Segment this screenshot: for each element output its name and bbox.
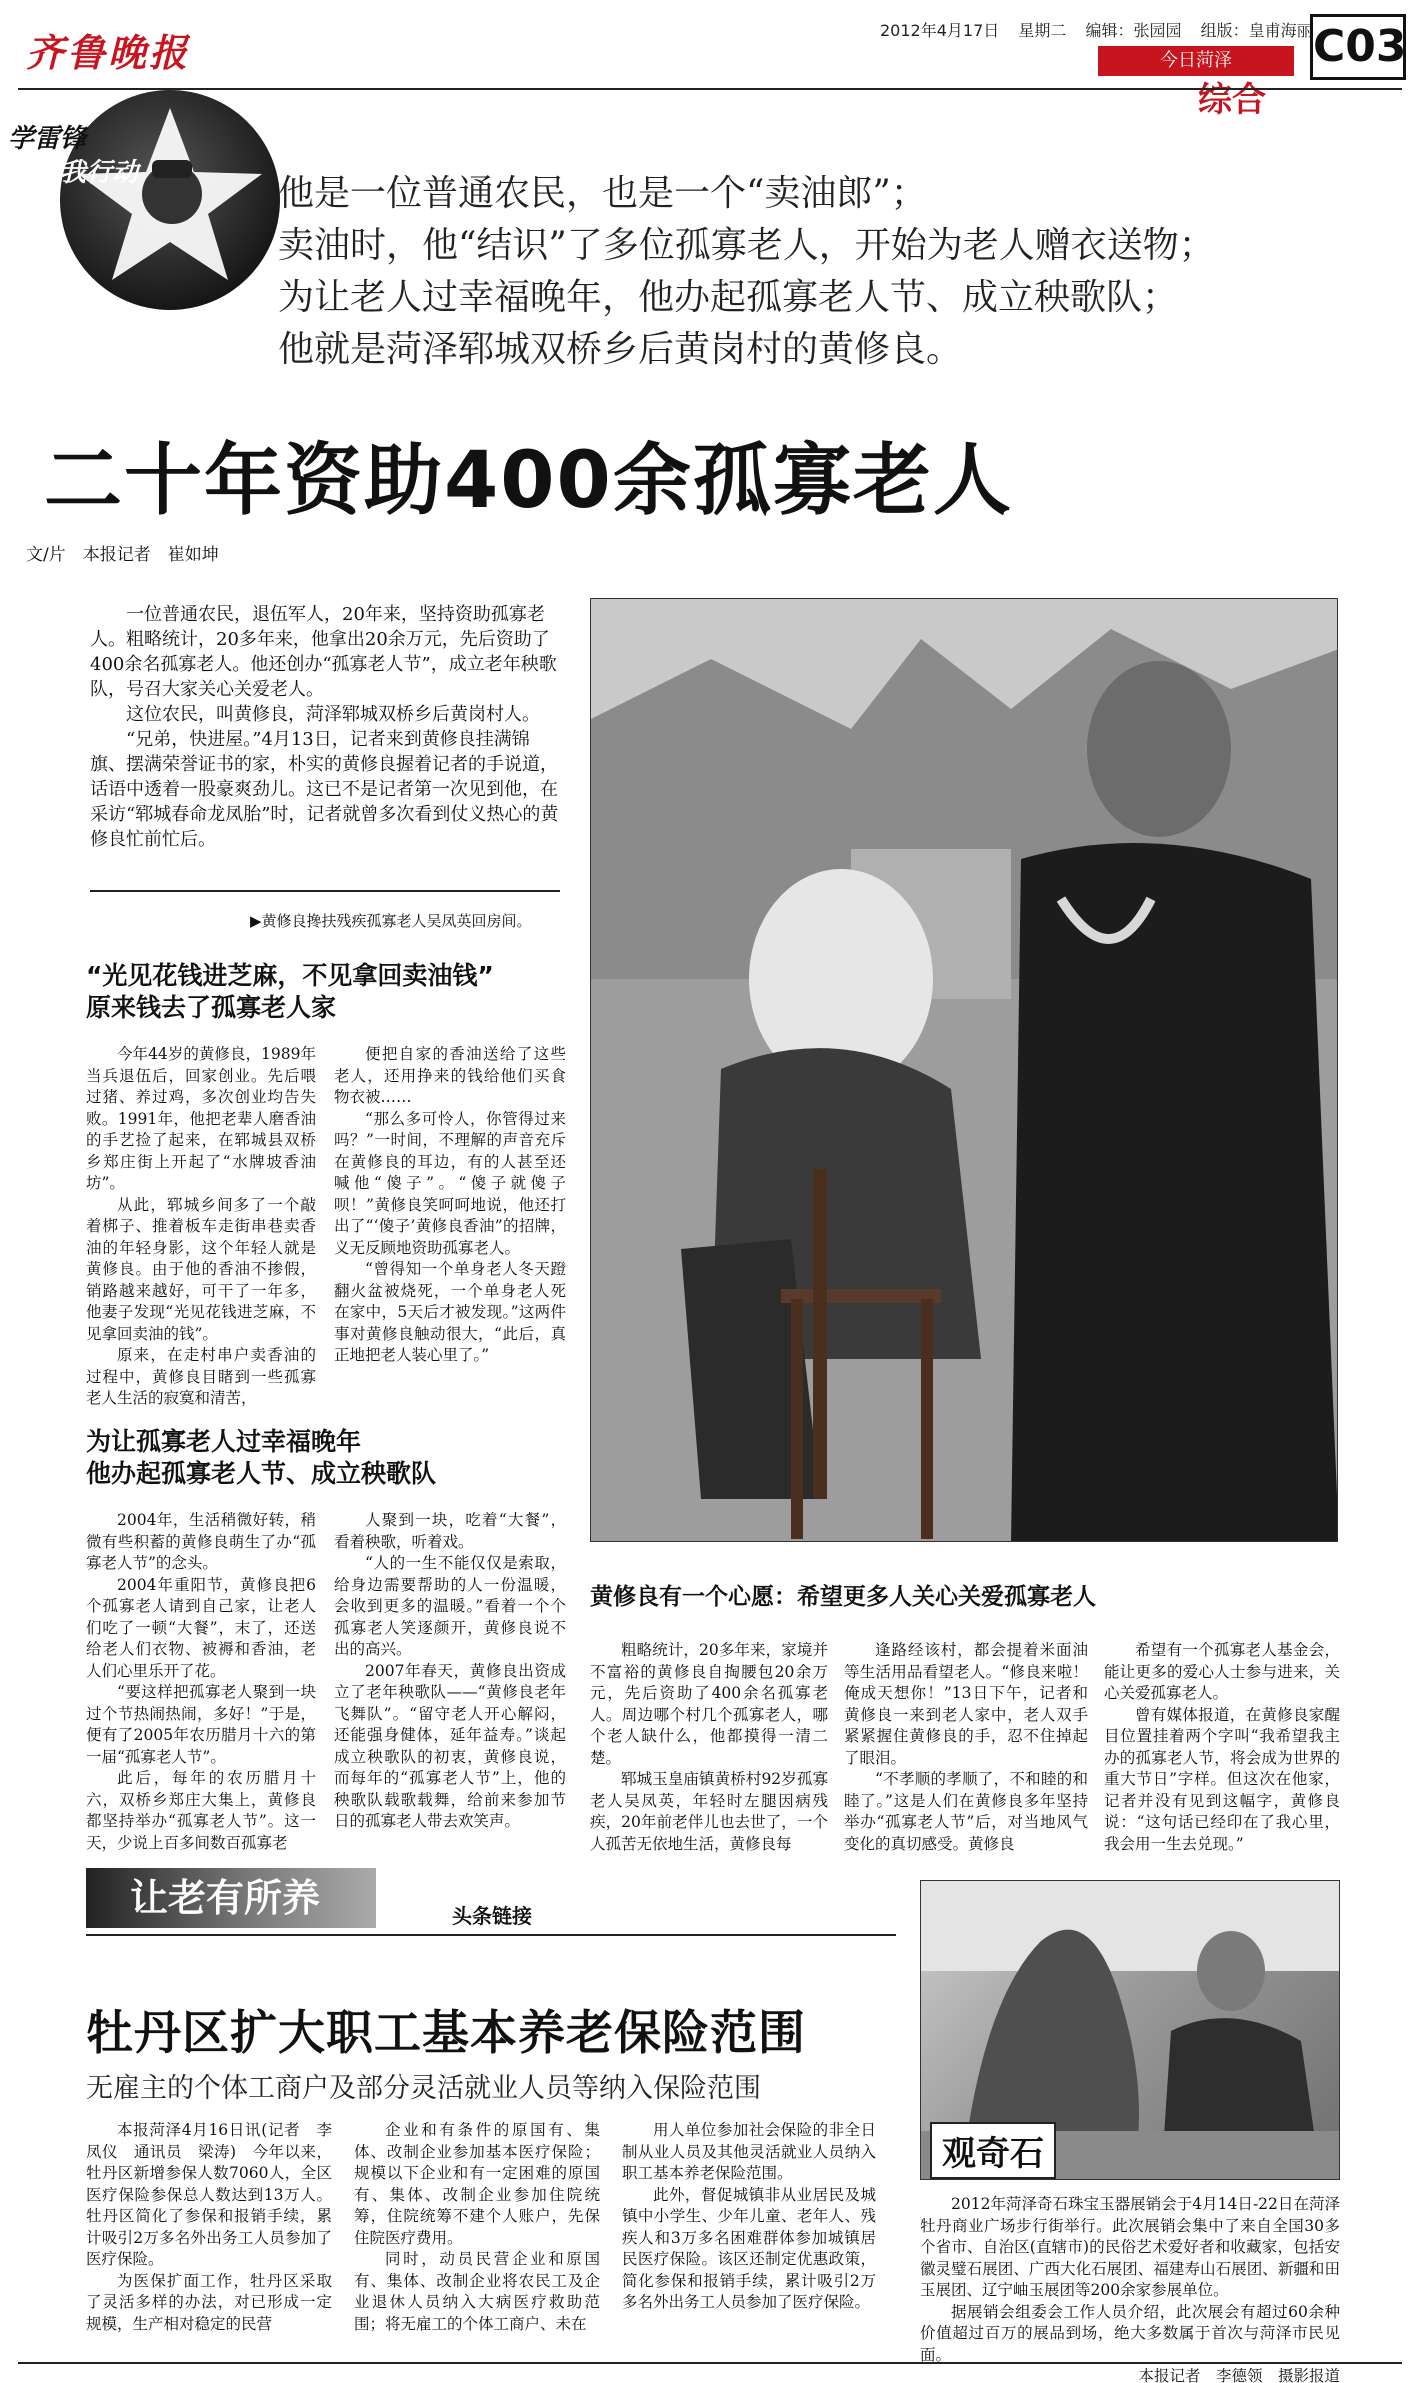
lead-paragraph: 这位农民，叫黄修良，菏泽郓城双桥乡后黄岗村人。 bbox=[126, 704, 540, 725]
byline: 文/片 本报记者 崔如坤 bbox=[26, 545, 219, 565]
insurance-column-b bbox=[354, 2120, 600, 2335]
subtitle-line: “光见花钱进芝麻，不见拿回卖油钱” bbox=[86, 961, 494, 990]
body-paragraph: 希望有一个孤寡老人基金会，能让更多的爱心人士参与进来，关心关爱孤寡老人。 bbox=[1104, 1641, 1340, 1702]
issue-date: 2012年4月17日 bbox=[880, 21, 1000, 40]
body-paragraph: 此外，督促城镇非从业居民及城镇中小学生、少年儿童、老年人、残疾人和3万多名困难群体参加城镇居民医疗保险。该区还制定优惠政策，简化参保和报销手续，累计吸引2万多名外出务工人员参加了医疗保险。 bbox=[622, 2185, 876, 2311]
body-paragraph: 为医保扩面工作，牡丹区采取了灵活多样的办法，对已形成一定规模，生产相对稳定的民营 bbox=[86, 2271, 332, 2333]
section1-column-b bbox=[334, 1044, 566, 1367]
insurance-column-c bbox=[622, 2120, 876, 2314]
lead-paragraph: 一位普通农民，退伍军人，20年来，坚持资助孤寡老人。粗略统计，20多年来，他拿出20余万元，先后资助了400余名孤寡老人。他还创办“孤寡老人节”，成立老年秧歌队，号召大家关心关爱老人。 bbox=[90, 604, 557, 700]
subtitle-line: 原来钱去了孤寡老人家 bbox=[86, 993, 337, 1022]
layout-credit: 组版：皇甫海丽 bbox=[1200, 21, 1313, 40]
lead-divider bbox=[90, 890, 560, 892]
photo-title: 黄修良有一个心愿：希望更多人关心关爱孤寡老人 bbox=[590, 1584, 1096, 1610]
body-paragraph: “人的一生不能仅仅是索取，给身边需要帮助的人一份温暖，会收到更多的温暖。”看着一个个孤寡老人笑逐颜开，黄修良说不出的高兴。 bbox=[334, 1554, 566, 1658]
page-headline: 二十年资助400余孤寡老人 bbox=[44, 436, 1013, 526]
section-name: 综合 bbox=[1198, 80, 1266, 120]
intro-line: 他是一位普通农民，也是一个“卖油郎”； bbox=[278, 173, 927, 214]
insurance-column-a bbox=[86, 2120, 332, 2335]
section2-subtitle bbox=[86, 1426, 586, 1490]
body-paragraph: 今年44岁的黄修良，1989年当兵退伍后，回家创业。先后喂过猪、养过鸡，多次创业均告失败。1991年，他把老辈人磨香油的手艺捡了起来，在郓城县双桥乡郑庄街上开起了“水牌坡香油坊”。 bbox=[86, 1045, 316, 1192]
body-paragraph: 此后，每年的农历腊月十六，双桥乡郑庄大集上，黄修良都坚持举办“孤寡老人节”。这一天，少说上百多间数百孤寡老 bbox=[86, 1769, 316, 1852]
body-paragraph: 逢路经该村，都会提着米面油等生活用品看望老人。“修良来啦！俺成天想你！”13日下午，记者和黄修良一来到老人家中，老人双手紧紧握住黄修良的手，忍不住掉起了眼泪。 bbox=[844, 1641, 1088, 1767]
body-paragraph: 据展销会组委会工作人员介绍，此次展会有超过60余种价值超过百万的展品到场，绝大多数属于首次与菏泽市民见面。 bbox=[920, 2302, 1340, 2364]
body-paragraph: “不孝顺的孝顺了，不和睦的和睦了。”这是人们在黄修良多年坚持举办“孤寡老人节”后，对当地风气变化的真切感受。黄修良 bbox=[844, 1770, 1088, 1853]
issue-meta bbox=[880, 18, 1327, 41]
star-icon bbox=[60, 90, 280, 310]
banner-divider bbox=[86, 1934, 896, 1936]
section-tag: 今日菏泽 bbox=[1098, 46, 1294, 76]
campaign-emblem bbox=[60, 90, 280, 310]
link-label: 头条链接 bbox=[452, 1904, 532, 1928]
body-paragraph: 本报菏泽4月16日讯(记者 李凤仪 通讯员 梁涛) 今年以来，牡丹区新增参保人数7060人，全区医疗保险参保总人数达到13万人。牡丹区简化了参保和报销手续，累计吸引2万多名外出务工人员参加了医疗保险。 bbox=[86, 2121, 332, 2268]
body-paragraph: “曾得知一个单身老人冬天蹬翻火盆被烧死，一个单身老人死在家中，5天后才被发现。”这两件事对黄修良触动很大，“此后，真正地把老人装心里了。” bbox=[334, 1260, 566, 1364]
body-paragraph: 同时，动员民营企业和原国有、集体、改制企业将农民工及企业退休人员纳入大病医疗救助范围；将无雇工的个体工商户、未在 bbox=[354, 2250, 600, 2333]
body-paragraph: 人聚到一块，吃着“大餐”，看着秧歌，听着戏。 bbox=[334, 1511, 566, 1551]
body-paragraph: 曾有媒体报道，在黄修良家醒目位置挂着两个字叫“我希望我主办的孤寡老人节，将会成为世界的重大节日”字样。但这次在他家，记者并没有见到这幅字，黄修良说：“这句话已经印在了我心里，我会用一生去兑现。” bbox=[1104, 1705, 1340, 1853]
section1-subtitle bbox=[86, 960, 586, 1024]
subtitle-line: 他办起孤寡老人节、成立秧歌队 bbox=[86, 1459, 437, 1488]
intro-line: 他就是菏泽郓城双桥乡后黄岗村的黄修良。 bbox=[278, 329, 963, 370]
intro-line: 为让老人过幸福晚年，他办起孤寡老人节、成立秧歌队； bbox=[278, 277, 1179, 318]
lead-paragraphs bbox=[90, 602, 560, 852]
photo-illustration bbox=[591, 599, 1338, 1542]
emblem-label-2: 我行动 bbox=[60, 158, 139, 188]
issue-weekday: 星期二 bbox=[1018, 21, 1067, 40]
section3-column-c bbox=[1104, 1640, 1340, 1855]
secondary-headline: 牡丹区扩大职工基本养老保险范围 bbox=[86, 2006, 806, 2061]
body-paragraph: 原来，在走村串户卖香油的过程中，黄修良目睹到一些孤寡老人生活的寂寞和清苦， bbox=[86, 1346, 316, 1407]
column-banner: 让老有所养 bbox=[86, 1868, 376, 1928]
section2-column-a bbox=[86, 1510, 316, 1854]
body-paragraph: 从此，郓城乡间多了一个敲着梆子、推着板车走街串巷卖香油的年轻身影，这个年轻人就是黄修良。由于他的香油不掺假，销路越来越好，可干了一年多，他妻子发现“光见花钱进芝麻，不见拿回卖油的钱”。 bbox=[86, 1195, 316, 1343]
body-paragraph: 2012年菏泽奇石珠宝玉器展销会于4月14日-22日在菏泽牡丹商业广场步行街举行。此次展销会集中了来自全国30多个省市、自治区(直辖市)的民俗艺术爱好者和收藏家，包括安徽灵璧石展团、广西大化石展团、福建寿山石展团、新疆和田玉展团、辽宁岫玉展团等200余家参展单位。 bbox=[920, 2195, 1340, 2299]
main-photo bbox=[590, 598, 1338, 1542]
photo-caption: ▶黄修良搀扶残疾孤寡老人吴凤英回房间。 bbox=[250, 912, 532, 930]
section2-column-b bbox=[334, 1510, 566, 1833]
footer-divider bbox=[18, 2362, 1402, 2364]
section1-column-a bbox=[86, 1044, 316, 1410]
body-paragraph: 2007年春天，黄修良出资成立了老年秧歌队——“黄修良老年飞舞队”。“留守老人开心解闷，还能强身健体，延年益寿。”谈起成立秧歌队的初衷，黄修良说，而每年的“孤寡老人节”上，他的秧歌队载歌载舞，给前来参加节日的孤寡老人带去欢笑声。 bbox=[334, 1661, 566, 1830]
body-paragraph: 用人单位参加社会保险的非全日制从业人员及其他灵活就业人员纳入职工基本养老保险范围。 bbox=[622, 2121, 876, 2182]
stone-label: 观奇石 bbox=[930, 2122, 1056, 2179]
section3-column-b bbox=[844, 1640, 1088, 1855]
intro-block bbox=[278, 168, 1388, 376]
body-paragraph: 便把自家的香油送给了这些老人，还用挣来的钱给他们买食物衣被…… bbox=[334, 1045, 566, 1106]
editor-credit: 编辑：张园园 bbox=[1085, 21, 1182, 40]
body-paragraph: 2004年，生活稍微好转，稍微有些积蓄的黄修良萌生了办“孤寡老人节”的念头。 bbox=[86, 1511, 316, 1572]
body-paragraph: 企业和有条件的原国有、集体、改制企业参加基本医疗保险；规模以下企业和有一定困难的原国有、集体、改制企业参加住院统筹，住院统筹不建个人账户，先保住院医疗费用。 bbox=[354, 2121, 600, 2247]
body-paragraph: 2004年重阳节，黄修良把6个孤寡老人请到自己家，让老人们吃了一顿“大餐”，末了，还送给老人们衣物、被褥和香油，老人们心里乐开了花。 bbox=[86, 1575, 316, 1680]
body-paragraph: 郓城玉皇庙镇黄桥村92岁孤寡老人吴凤英，年轻时左腿因病残疾，20年前老伴儿也去世了，一个人孤苦无依地生活，黄修良每 bbox=[590, 1770, 828, 1853]
body-paragraph: “那么多可怜人，你管得过来吗？”一时间，不理解的声音充斥在黄修良的耳边，有的人甚至还喊他“傻子”。“傻子就傻子呗！”黄修良笑呵呵地说，他还打出了“‘傻子’黄修良香油”的招牌，义无反顾地资助孤寡老人。 bbox=[334, 1109, 566, 1257]
body-paragraph: “要这样把孤寡老人聚到一块过个节热闹热闹，多好！”于是，便有了2005年农历腊月十六的第一届“孤寡老人节”。 bbox=[86, 1683, 316, 1766]
secondary-subheadline: 无雇主的个体工商户及部分灵活就业人员等纳入保险范围 bbox=[86, 2073, 761, 2104]
masthead-logo: 齐鲁晚报 bbox=[26, 30, 191, 75]
subtitle-line: 为让孤寡老人过幸福晚年 bbox=[86, 1427, 362, 1456]
emblem-label-1: 学雷锋 bbox=[8, 124, 87, 154]
intro-line: 卖油时，他“结识”了多位孤寡老人，开始为老人赠衣送物； bbox=[278, 225, 1215, 266]
body-paragraph: 粗略统计，20多年来，家境并不富裕的黄修良自掏腰包20余万元，先后资助了400余名孤寡老人。周边哪个村几个孤寡老人，哪个老人缺什么，他都摸得一清二楚。 bbox=[590, 1641, 828, 1767]
photo-credit: 本报记者 李德领 摄影报道 bbox=[1138, 2367, 1340, 2383]
page-number: C03 bbox=[1310, 14, 1406, 80]
stone-caption bbox=[920, 2194, 1340, 2383]
section3-column-a bbox=[590, 1640, 828, 1855]
lead-paragraph: “兄弟，快进屋。”4月13日，记者来到黄修良挂满锦旗、摆满荣誉证书的家，朴实的黄修良握着记者的手说道，话语中透着一股豪爽劲儿。这已不是记者第一次见到他，在采访“郓城春命龙凤胎”时，记者就曾多次看到仗义热心的黄修良忙前忙后。 bbox=[90, 729, 559, 850]
